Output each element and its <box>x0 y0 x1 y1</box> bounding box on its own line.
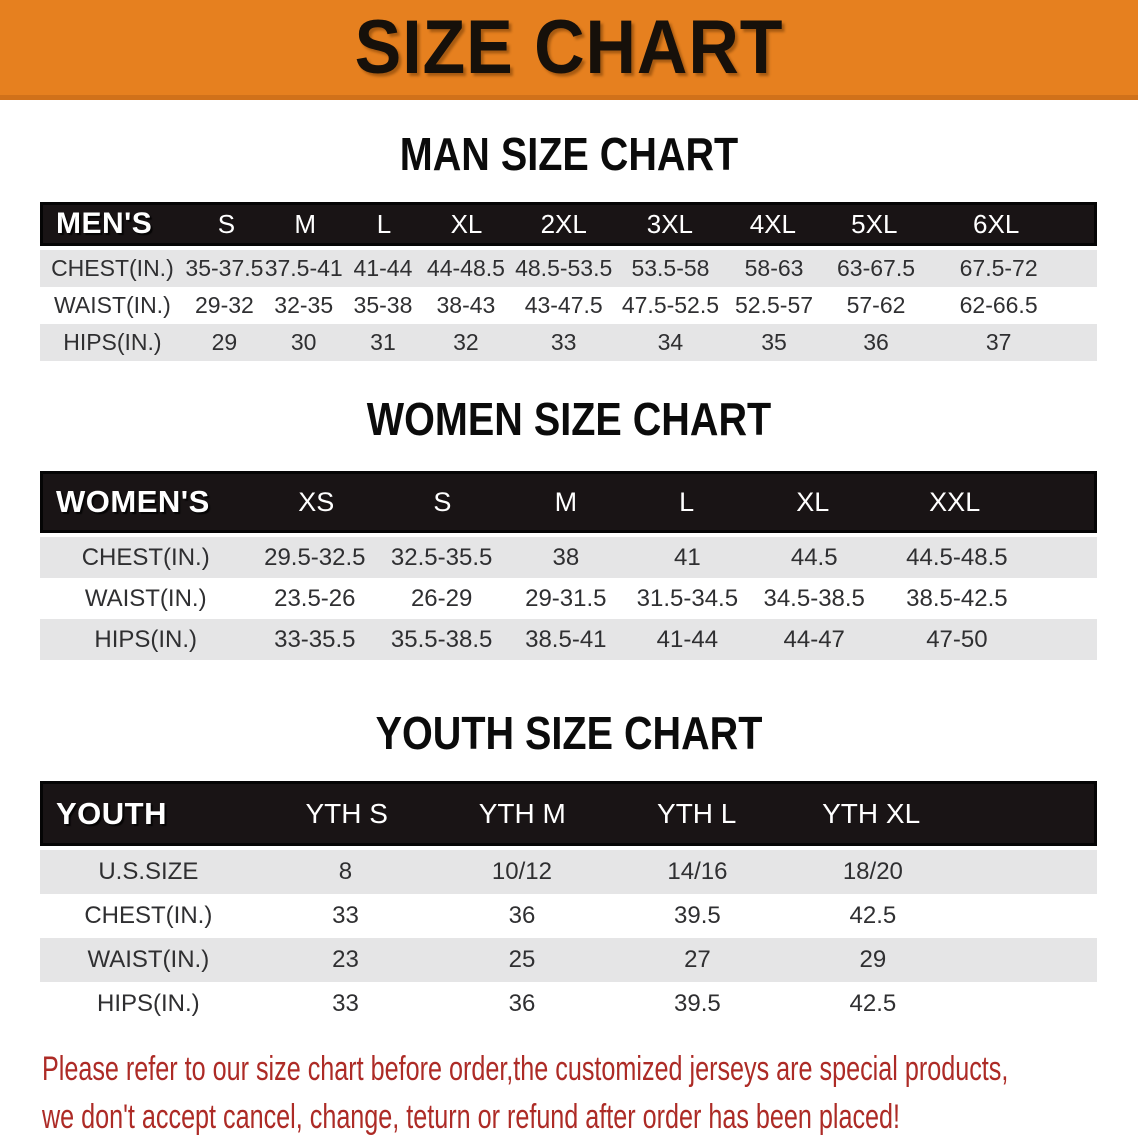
size-column-header: S <box>433 486 452 517</box>
youth-size-table <box>40 781 1097 1026</box>
size-value-cell: 34.5-38.5 <box>763 584 865 612</box>
size-value-cell: 10/12 <box>491 858 552 885</box>
table-header-row <box>40 781 1097 846</box>
men-size-table <box>40 202 1097 361</box>
size-value-cell: 34 <box>657 329 684 355</box>
size-value-cell: 41 <box>674 543 701 571</box>
size-column-header: YTH L <box>657 797 737 829</box>
size-value-cell: 26-29 <box>410 584 473 612</box>
size-value-cell: 35-37.5 <box>185 255 264 281</box>
size-value-cell: 29 <box>211 329 238 355</box>
size-value-cell: 8 <box>338 858 353 885</box>
size-value-cell: 52.5-57 <box>735 292 814 318</box>
size-value-cell: 33-35.5 <box>274 625 356 653</box>
size-value-cell: 39.5 <box>674 990 721 1017</box>
table-row <box>40 537 1097 578</box>
size-value-cell: 29-32 <box>195 292 254 318</box>
row-label: HIPS(IN.) <box>63 329 162 355</box>
size-value-cell: 44-47 <box>783 625 845 653</box>
size-value-cell: 47.5-52.5 <box>621 292 720 318</box>
table-row <box>40 894 1097 938</box>
size-column-header: M <box>554 486 578 517</box>
size-value-cell: 32.5-35.5 <box>390 543 493 571</box>
size-column-header: S <box>217 208 236 239</box>
size-value-cell: 33 <box>332 902 359 929</box>
size-value-cell: 23.5-26 <box>274 584 356 612</box>
youth-section-title: YOUTH SIZE CHART <box>375 707 763 759</box>
size-value-cell: 67.5-72 <box>959 255 1038 281</box>
size-value-cell: 14/16 <box>667 858 728 885</box>
size-value-cell: 29-31.5 <box>525 584 607 612</box>
size-column-header: M <box>294 208 317 239</box>
size-value-cell: 29 <box>859 946 887 973</box>
size-value-cell: 36 <box>863 329 889 355</box>
men-section-title: MAN SIZE CHART <box>399 128 739 180</box>
row-label: HIPS(IN.) <box>94 625 198 653</box>
size-value-cell: 39.5 <box>674 902 721 929</box>
row-label: WAIST(IN.) <box>54 292 171 318</box>
table-corner-label: WOMEN'S <box>56 484 210 519</box>
size-column-header: 5XL <box>851 208 898 239</box>
page-title: SIZE CHART <box>354 5 784 90</box>
size-value-cell: 41-44 <box>353 255 413 281</box>
footer-note <box>42 1050 1138 1137</box>
size-value-cell: 44.5 <box>790 543 838 571</box>
size-value-cell: 35-38 <box>353 292 413 318</box>
size-column-header: L <box>376 208 392 239</box>
size-value-cell: 38.5-42.5 <box>906 584 1008 612</box>
size-value-cell: 48.5-53.5 <box>515 255 613 281</box>
size-column-header: XL <box>796 486 830 517</box>
size-value-cell: 25 <box>508 946 536 973</box>
size-value-cell: 53.5-58 <box>631 255 710 281</box>
size-value-cell: 31.5-34.5 <box>636 584 739 612</box>
size-value-cell: 31 <box>370 329 396 355</box>
table-row <box>40 938 1097 982</box>
size-value-cell: 32-35 <box>274 292 334 318</box>
size-value-cell: 44.5-48.5 <box>906 543 1008 571</box>
row-label: WAIST(IN.) <box>84 584 207 612</box>
table-row <box>40 250 1097 287</box>
size-column-header: XS <box>298 486 335 517</box>
size-value-cell: 42.5 <box>849 902 897 929</box>
size-value-cell: 36 <box>508 902 536 929</box>
size-value-cell: 41-44 <box>656 625 719 653</box>
table-row <box>40 619 1097 660</box>
size-value-cell: 23 <box>332 946 359 973</box>
size-column-header: YTH M <box>478 797 566 829</box>
table-row <box>40 850 1097 894</box>
row-label: CHEST(IN.) <box>84 902 213 929</box>
size-column-header: XXL <box>929 486 981 517</box>
banner <box>0 0 1138 100</box>
women-section <box>0 392 1138 660</box>
size-value-cell: 57-62 <box>846 292 906 318</box>
size-value-cell: 30 <box>290 329 317 355</box>
size-value-cell: 44-48.5 <box>426 255 505 281</box>
size-value-cell: 27 <box>684 946 711 973</box>
size-value-cell: 33 <box>550 329 577 355</box>
size-column-header: XL <box>450 208 483 239</box>
size-column-header: L <box>679 486 695 517</box>
size-value-cell: 32 <box>453 329 479 355</box>
row-label: WAIST(IN.) <box>87 946 210 973</box>
row-label: CHEST(IN.) <box>51 255 174 281</box>
men-section <box>0 127 1138 361</box>
size-value-cell: 35.5-38.5 <box>390 625 493 653</box>
size-value-cell: 42.5 <box>849 990 897 1017</box>
size-column-header: YTH XL <box>822 797 921 829</box>
size-value-cell: 47-50 <box>926 625 988 653</box>
size-value-cell: 29.5-32.5 <box>264 543 366 571</box>
row-label: HIPS(IN.) <box>97 990 200 1017</box>
size-value-cell: 38.5-41 <box>525 625 607 653</box>
size-value-cell: 43-47.5 <box>524 292 603 318</box>
table-row <box>40 982 1097 1026</box>
size-value-cell: 58-63 <box>744 255 804 281</box>
size-value-cell: 63-67.5 <box>837 255 916 281</box>
table-row <box>40 324 1097 361</box>
table-header-row <box>40 202 1097 246</box>
size-value-cell: 38 <box>552 543 580 571</box>
table-row <box>40 287 1097 324</box>
table-corner-label: YOUTH <box>56 795 167 831</box>
size-value-cell: 33 <box>332 990 359 1017</box>
table-corner-label: MEN'S <box>56 207 153 240</box>
size-value-cell: 18/20 <box>842 858 903 885</box>
size-column-header: 2XL <box>540 208 587 239</box>
size-value-cell: 36 <box>508 990 536 1017</box>
row-label: U.S.SIZE <box>98 858 199 885</box>
size-value-cell: 62-66.5 <box>959 292 1038 318</box>
footer-line-2: we don't accept cancel, change, teturn or refund after order has been placed! <box>42 1098 900 1136</box>
size-column-header: 3XL <box>646 208 693 239</box>
size-column-header: 6XL <box>973 208 1020 239</box>
size-value-cell: 38-43 <box>436 292 496 318</box>
women-size-table <box>40 471 1097 660</box>
size-value-cell: 37 <box>985 329 1012 355</box>
women-section-title: WOMEN SIZE CHART <box>366 393 772 445</box>
table-header-row <box>40 471 1097 533</box>
table-row <box>40 578 1097 619</box>
footer-line-1: Please refer to our size chart before order,the customized jerseys are special products, <box>42 1050 1009 1088</box>
size-column-header: 4XL <box>749 208 796 239</box>
size-value-cell: 35 <box>761 329 787 355</box>
size-value-cell: 37.5-41 <box>264 255 343 281</box>
row-label: CHEST(IN.) <box>81 543 210 571</box>
size-column-header: YTH S <box>305 797 388 829</box>
youth-section <box>0 706 1138 1026</box>
